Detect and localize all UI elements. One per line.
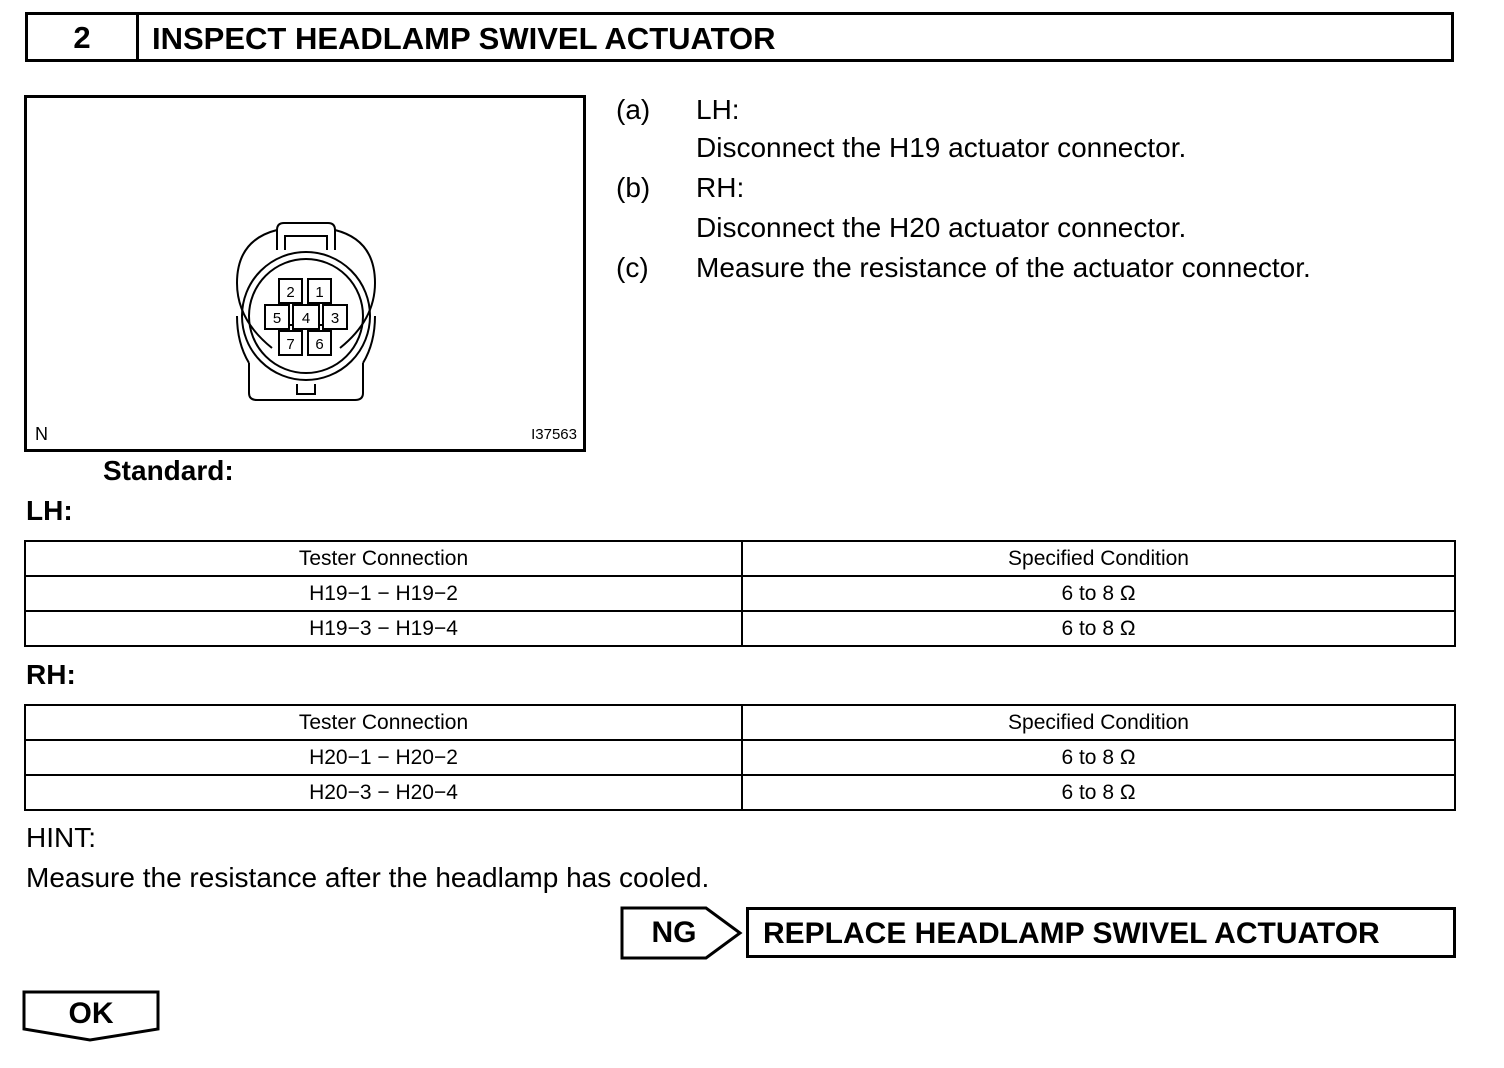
pin-label: 3	[330, 310, 340, 327]
hint-label: HINT:	[26, 822, 96, 853]
table-cell: H19−1 − H19−2	[25, 576, 742, 611]
table-cell: H20−3 − H20−4	[25, 775, 742, 810]
step-letter: (b)	[616, 172, 651, 203]
pin-label: 2	[286, 284, 295, 301]
standard-label: Standard:	[103, 455, 234, 486]
column-header: Tester Connection	[25, 541, 742, 576]
pin-label: 4	[301, 310, 311, 327]
step-text: Disconnect the H20 actuator connector.	[696, 212, 1187, 243]
pin-label: 6	[315, 336, 324, 353]
figure-id: I37563	[531, 426, 577, 443]
connector-figure	[24, 95, 586, 452]
lh-label: LH:	[26, 495, 73, 526]
step-text: Measure the resistance of the actuator connector.	[696, 252, 1311, 283]
step-letter: (a)	[616, 94, 651, 125]
column-header: Specified Condition	[742, 705, 1455, 740]
table-row	[25, 775, 1455, 810]
hint-text: Measure the resistance after the headlamp has cooled.	[26, 862, 710, 893]
table-header-row	[25, 541, 1455, 576]
ok-label: OK	[68, 997, 114, 1030]
column-header: Tester Connection	[25, 705, 742, 740]
pin-label: 7	[286, 336, 295, 353]
table-cell: H19−3 − H19−4	[25, 611, 742, 646]
lh-spec-table	[24, 540, 1456, 647]
table-cell: H20−1 − H20−2	[25, 740, 742, 775]
table-cell: 6 to 8 Ω	[742, 576, 1455, 611]
connector-diagram	[27, 98, 583, 449]
step-text: RH:	[696, 172, 745, 203]
step-header	[25, 12, 1454, 62]
table-row	[25, 576, 1455, 611]
pin-label: 1	[315, 284, 324, 301]
table-row	[25, 740, 1455, 775]
table-cell: 6 to 8 Ω	[742, 611, 1455, 646]
table-cell: 6 to 8 Ω	[742, 740, 1455, 775]
column-header: Specified Condition	[742, 541, 1455, 576]
rh-spec-table	[24, 704, 1456, 811]
ng-action-box	[746, 907, 1456, 958]
step-text: LH:	[696, 94, 740, 125]
table-cell: 6 to 8 Ω	[742, 775, 1455, 810]
step-letter: (c)	[616, 252, 649, 283]
pin-label: 5	[272, 310, 282, 327]
table-row	[25, 611, 1455, 646]
step-number: 2	[28, 15, 139, 59]
step-title: INSPECT HEADLAMP SWIVEL ACTUATOR	[152, 21, 776, 56]
ng-label: NG	[651, 916, 697, 949]
figure-corner-label: N	[35, 424, 48, 444]
step-text: Disconnect the H19 actuator connector.	[696, 132, 1187, 163]
rh-label: RH:	[26, 659, 76, 690]
ng-action-text: REPLACE HEADLAMP SWIVEL ACTUATOR	[763, 917, 1380, 950]
table-header-row	[25, 705, 1455, 740]
